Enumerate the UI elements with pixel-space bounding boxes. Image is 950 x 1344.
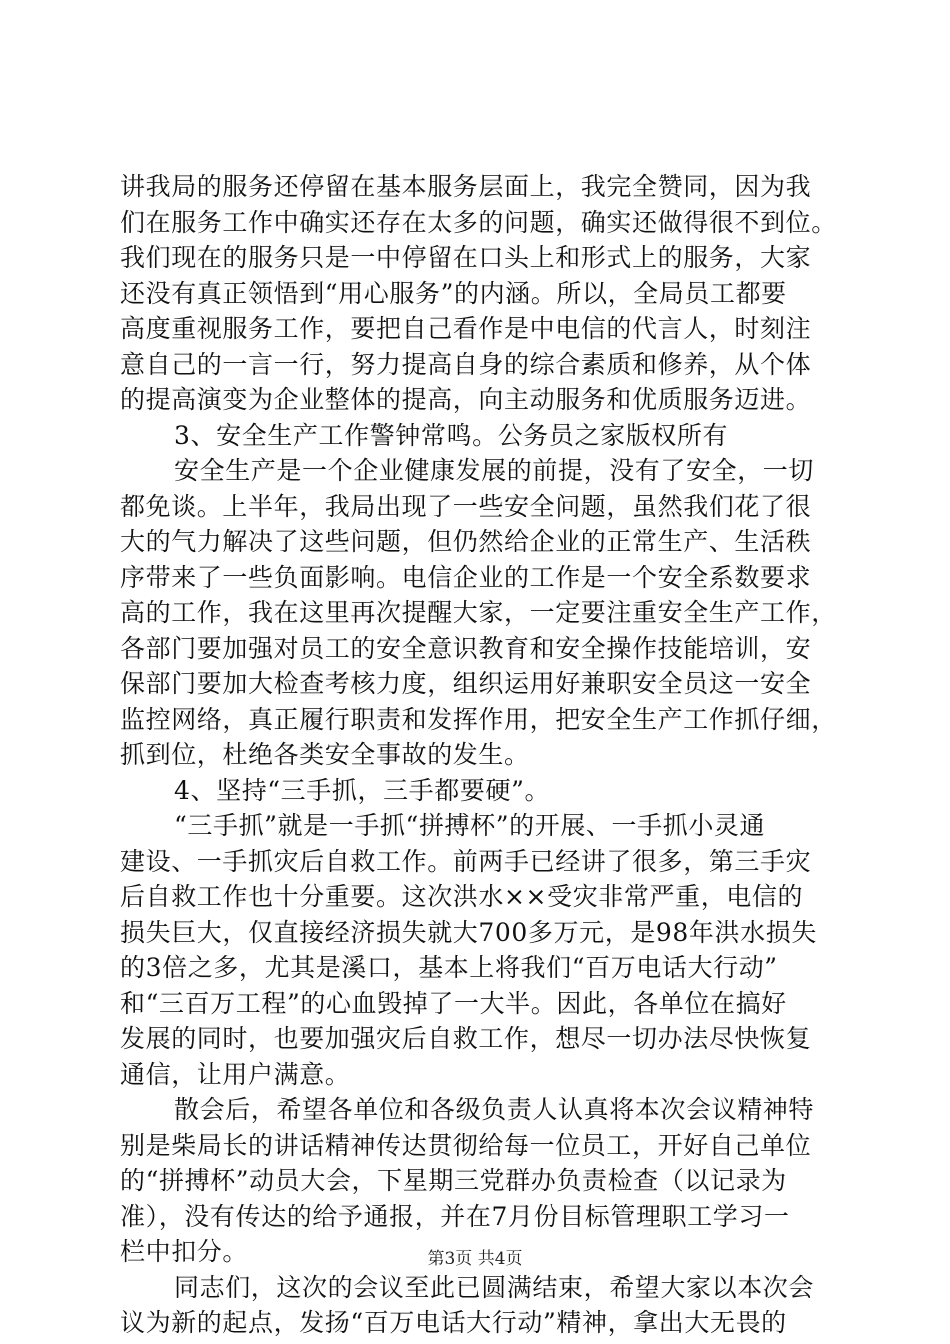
text-line: 后自救工作也十分重要。这次洪水××受灾非常严重，电信的: [120, 882, 804, 911]
text-line: “三手抓”就是一手抓“拼搏杯”的开展、一手抓小灵通: [174, 811, 766, 840]
text-line: 安全生产是一个企业健康发展的前提，没有了安全，一切: [174, 456, 815, 485]
text-line: 保部门要加大检查考核力度，组织运用好兼职安全员这一安全: [120, 669, 812, 698]
text-line: 我们现在的服务只是一中停留在口头上和形式上的服务，大家: [120, 243, 812, 272]
text-line: 还没有真正领悟到“用心服务”的内涵。所以，全局员工都要: [120, 278, 787, 308]
text-line: 的提高演变为企业整体的提高，向主动服务和优质服务迈进。: [120, 385, 812, 414]
document-body: [120, 169, 840, 1341]
text-line: 通信，让用户满意。: [120, 1059, 351, 1089]
text-line: 同志们，这次的会议至此已圆满结束，希望大家以本次会: [174, 1272, 815, 1302]
text-line: 意自己的一言一行，努力提高自身的综合素质和修养，从个体: [120, 349, 812, 379]
text-line: 大的气力解决了这些问题，但仍然给企业的正常生产、生活秩: [120, 527, 812, 556]
text-line: 栏中扣分。: [120, 1237, 249, 1266]
text-line: 们在服务工作中确实还存在太多的问题，确实还做得很不到位。: [120, 207, 837, 237]
text-line: 序带来了一些负面影响。电信企业的工作是一个安全系数要求: [120, 562, 812, 592]
text-line: 讲我局的服务还停留在基本服务层面上，我完全赞同，因为我: [120, 172, 812, 201]
text-line: 议为新的起点，发扬“百万电话大行动”精神，拿出大无畏的: [120, 1308, 787, 1337]
text-line: 损失巨大，仅直接经济损失就大700多万元，是98年洪水损失: [120, 917, 817, 947]
text-line: 的“拼搏杯”动员大会，下星期三党群办负责检查（以记录为: [120, 1166, 787, 1195]
text-line: 都免谈。上半年，我局出现了一些安全问题，虽然我们花了很: [120, 491, 812, 521]
text-line: 3、安全生产工作警钟常鸣。公务员之家版权所有: [174, 420, 729, 450]
text-line: 各部门要加强对员工的安全意识教育和安全操作技能培训，安: [120, 633, 812, 663]
page-footer: 第3页 共4页: [427, 1249, 523, 1269]
text-line: 建设、一手抓灾后自救工作。前两手已经讲了很多，第三手灾: [120, 846, 812, 876]
text-line: 高度重视服务工作，要把自己看作是中电信的代言人，时刻注: [120, 314, 812, 343]
text-line: 和“三百万工程”的心血毁掉了一大半。因此，各单位在搞好: [120, 988, 787, 1018]
text-line: 的3倍之多，尤其是溪口，基本上将我们“百万电话大行动”: [120, 953, 778, 982]
text-line: 抓到位，杜绝各类安全事故的发生。: [120, 740, 530, 769]
text-line: 散会后，希望各单位和各级负责人认真将本次会议精神特: [174, 1095, 815, 1124]
text-line: 监控网络，真正履行职责和发挥作用，把安全生产工作抓仔细，: [120, 704, 837, 734]
text-line: 高的工作，我在这里再次提醒大家，一定要注重安全生产工作，: [120, 598, 837, 627]
text-line: 4、坚持“三手抓，三手都要硬”。: [174, 775, 551, 805]
text-line: 发展的同时，也要加强灾后自救工作，想尽一切办法尽快恢复: [120, 1024, 812, 1053]
text-line: 准），没有传达的给予通报，并在7月份目标管理职工学习一: [120, 1201, 790, 1231]
text-line: 别是柴局长的讲话精神传达贯彻给每一位员工，开好自己单位: [120, 1130, 812, 1160]
